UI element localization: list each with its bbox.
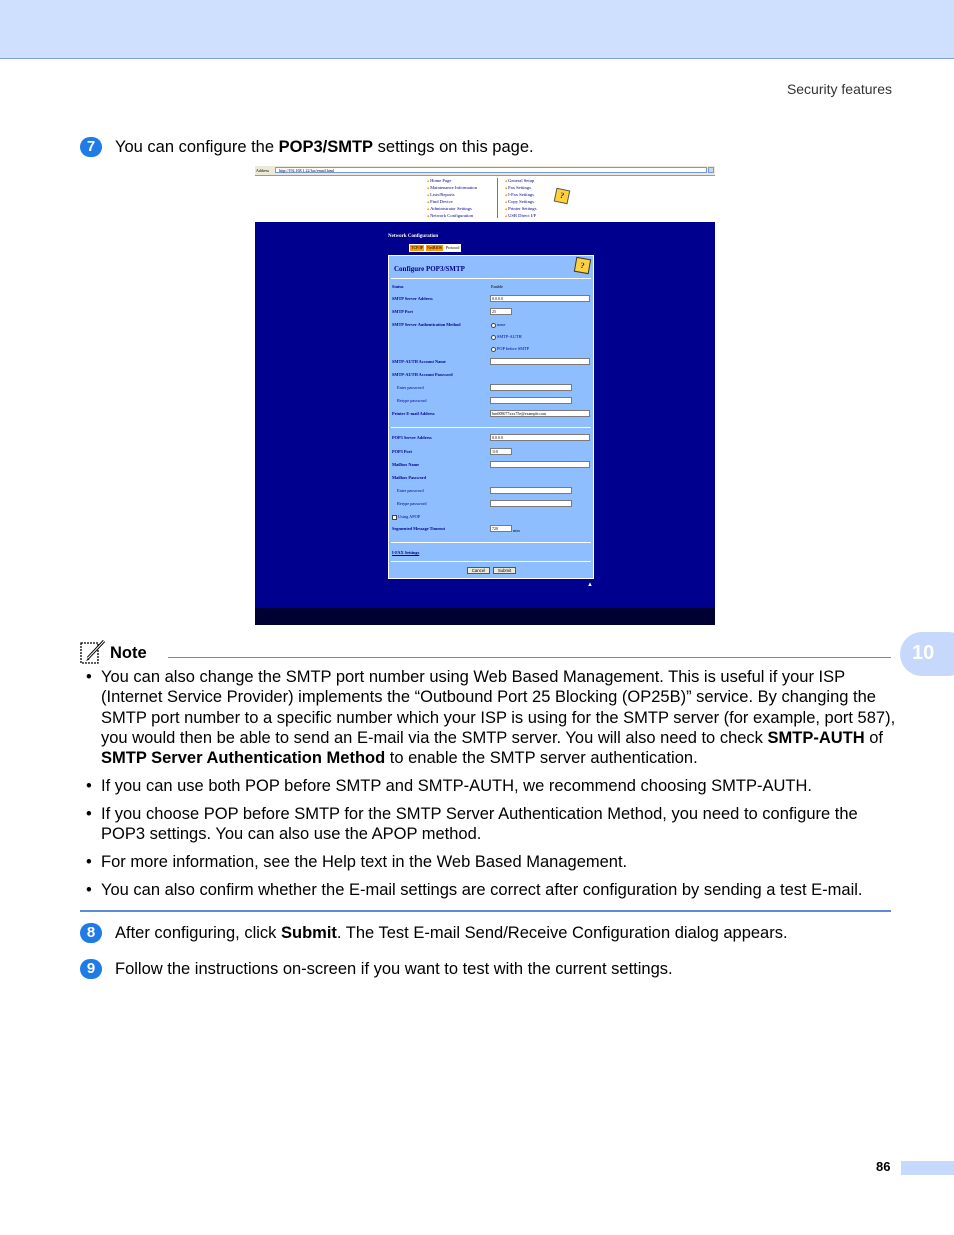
dropdown-icon[interactable] xyxy=(708,167,714,173)
pop3-server-input[interactable]: 0.0.0.0 xyxy=(490,434,590,441)
label-mailbox-name: Mailbox Name xyxy=(392,462,420,467)
label-smtp-port: SMTP Port xyxy=(392,309,413,314)
nav-item[interactable]: ◆ Find Device xyxy=(427,198,477,205)
timeout-input[interactable]: 720 xyxy=(490,525,512,532)
tab-tcpip[interactable]: TCP/IP xyxy=(411,245,424,250)
divider xyxy=(391,561,591,562)
label-printer-email: Printer E-mail Address xyxy=(392,411,435,416)
chapter-number: 10 xyxy=(912,642,935,664)
step-text: You can configure the POP3/SMTP settings on this page. xyxy=(115,138,534,156)
note-bullet: • If you choose POP before SMTP for the SMTP Server Authentication Method, you need to configure the POP3 settings. You can also use the APOP method. xyxy=(86,804,898,845)
label-timeout: Segmented Message Timeout xyxy=(392,526,446,531)
web-management-screenshot xyxy=(255,166,715,625)
mailbox-password-input[interactable] xyxy=(490,487,572,494)
ifax-settings-link[interactable]: I-FAX Settings xyxy=(392,550,420,555)
nav-item[interactable]: ◆ Network Configuration xyxy=(427,212,477,219)
mailbox-password-retype-input[interactable] xyxy=(490,500,572,507)
section-title: Security features xyxy=(786,81,892,97)
note-bullet: • For more information, see the Help text in the Web Based Management. xyxy=(86,852,898,872)
mailbox-name-input[interactable] xyxy=(490,461,590,468)
radio-pop-before-smtp[interactable]: POP before SMTP xyxy=(491,346,529,352)
note-bullets xyxy=(86,667,898,908)
smtp-port-input[interactable]: 25 xyxy=(490,308,512,315)
smtp-server-input[interactable]: 0.0.0.0 xyxy=(490,295,590,302)
nav-item[interactable]: ◆ I-Fax Settings xyxy=(505,191,537,198)
page-bar xyxy=(901,1161,954,1175)
note-bullet: • If you can use both POP before SMTP and SMTP-AUTH, we recommend choosing SMTP-AUTH. xyxy=(86,776,898,796)
printer-email-input[interactable]: brn008077xxx75e@example.com xyxy=(490,410,590,417)
panel-title: Configure POP3/SMTP xyxy=(394,265,465,273)
label-retype-password: Retype password xyxy=(397,501,427,506)
network-configuration-heading: Network Configuration xyxy=(388,234,439,239)
help-icon[interactable]: ? xyxy=(574,257,591,274)
url-field[interactable]: http://192.168.1.22/fax/email.html xyxy=(275,167,707,173)
help-icon[interactable]: ? xyxy=(554,188,571,205)
note-end-rule xyxy=(80,910,891,912)
note-rule xyxy=(168,657,891,658)
label-smtp-server: SMTP Server Address xyxy=(392,296,433,301)
step-text: Follow the instructions on-screen if you want to test with the current settings. xyxy=(115,960,673,978)
auth-name-input[interactable] xyxy=(490,358,590,365)
nav-item[interactable]: ◆ Fax Settings xyxy=(505,184,537,191)
radio-smtp-auth[interactable]: SMTP-AUTH xyxy=(491,334,522,340)
footer-bar xyxy=(255,608,715,625)
scroll-top-icon[interactable]: ▲ xyxy=(587,582,593,588)
address-bar: Address http://192.168.1.22/fax/email.html xyxy=(255,166,715,176)
timeout-unit: min xyxy=(513,528,520,533)
radio-none[interactable]: none xyxy=(491,322,505,328)
divider xyxy=(391,542,591,543)
label-auth-password: SMTP-AUTH Account Password xyxy=(392,372,453,377)
auth-password-retype-input[interactable] xyxy=(490,397,572,404)
auth-password-input[interactable] xyxy=(490,384,572,391)
header-band xyxy=(0,0,954,59)
nav-item[interactable]: ◆ USB Direct I/F xyxy=(505,212,537,219)
label-auth-name: SMTP-AUTH Account Name xyxy=(392,359,446,364)
tab-protocol[interactable]: Protocol xyxy=(445,245,460,250)
cancel-button[interactable]: Cancel xyxy=(467,567,490,574)
pop3-smtp-panel xyxy=(388,255,594,579)
nav-right xyxy=(505,177,537,219)
nav-item[interactable]: ◆ Administrator Settings xyxy=(427,205,477,212)
label-status: Status xyxy=(392,284,404,289)
label-auth-method: SMTP Server Authentication Method xyxy=(392,322,461,327)
step-number: 9 xyxy=(80,959,102,979)
using-apop-checkbox[interactable]: Using APOP xyxy=(392,514,420,520)
tab-netbios[interactable]: NetBIOS xyxy=(427,245,442,250)
page-number: 86 xyxy=(876,1159,891,1174)
step-number: 7 xyxy=(80,137,102,157)
step-text: After configuring, click Submit. The Test E-mail Send/Receive Configuration dialog appears. xyxy=(115,924,788,942)
step-number: 8 xyxy=(80,923,102,943)
label-enter-password: Enter password xyxy=(397,385,424,390)
divider xyxy=(391,427,591,428)
note-bullet: • You can also change the SMTP port number using Web Based Management. This is useful if your ISP (Internet Service Provider) implements the “Outbound Port 25 Blocking (OP25B)” service. By changing the SMTP port number to a specific number which your ISP is using for the SMTP server (for example, port 587), you would then be able to send an E-mail via the SMTP server. You will also need to check SMTP-AUTH of SMTP Server Authentication Method to enable the SMTP server authentication. xyxy=(86,667,898,768)
tab-bar xyxy=(409,244,461,252)
nav-item[interactable]: ◆ Home Page xyxy=(427,177,477,184)
status-value: Enable xyxy=(491,284,503,289)
label-enter-password: Enter password xyxy=(397,488,424,493)
note-label: Note xyxy=(110,644,147,662)
nav-item[interactable]: ◆ Copy Settings xyxy=(505,198,537,205)
divider xyxy=(391,278,591,279)
nav-divider xyxy=(497,178,498,218)
label-mailbox-password: Mailbox Password xyxy=(392,475,427,480)
chapter-tab xyxy=(900,632,954,676)
label-pop3-port: POP3 Port xyxy=(392,449,412,454)
nav-item[interactable]: ◆ Lists/Reports xyxy=(427,191,477,198)
nav-item[interactable]: ◆ Printer Settings xyxy=(505,205,537,212)
label-pop3-server: POP3 Server Address xyxy=(392,435,432,440)
note-pencil-icon xyxy=(80,640,106,664)
pop3-port-input[interactable]: 110 xyxy=(490,448,512,455)
nav-left xyxy=(427,177,477,219)
submit-button[interactable]: Submit xyxy=(493,567,516,574)
nav-item[interactable]: ◆ General Setup xyxy=(505,177,537,184)
label-retype-password: Retype password xyxy=(397,398,427,403)
nav-item[interactable]: ◆ Maintenance Information xyxy=(427,184,477,191)
note-bullet: • You can also confirm whether the E-mail settings are correct after configuration by sending a test E-mail. xyxy=(86,880,898,900)
nav-menu xyxy=(255,176,715,222)
